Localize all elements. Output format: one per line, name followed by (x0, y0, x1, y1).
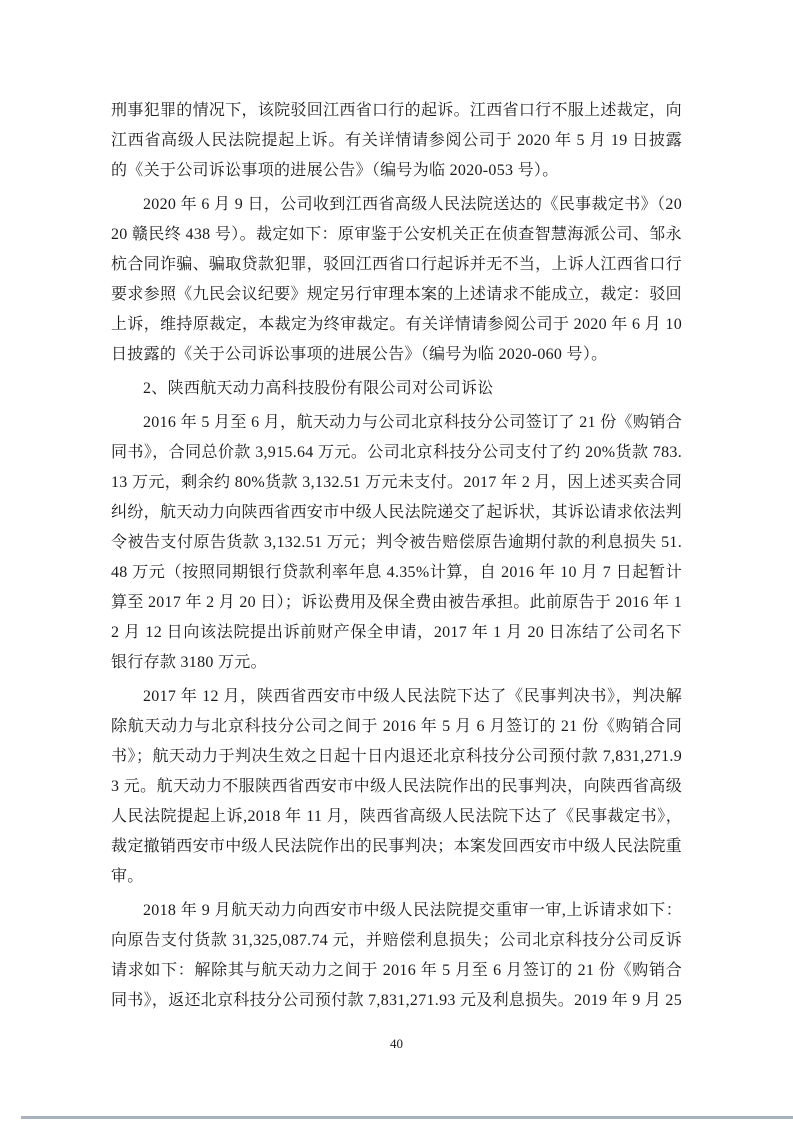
paragraph: 2016 年 5 月至 6 月，航天动力与公司北京科技分公司签订了 21 份《购销合同书》，合同总价款 3,915.64 万元。公司北京科技分公司支付了约 20%货款 783.13 万元，剩余约 80%货款 3,132.51 万元未支付。2017 年 2 月，因上述买卖合同纠纷，航天动力向陕西省西安市中级人民法院递交了起诉状，其诉讼请求依法判令被告支付原告货款 3,132.51 万元；判令被告赔偿原告逾期付款的利息损失 51.48 万元（按照同期银行贷款利率年息 4.35%计算，自 2016 年 10 月 7 日起暂计算至 2017 年 2 月 20 日）；诉讼费用及保全费由被告承担。此前原告于 2016 年 12 月 12 日向该法院提出诉前财产保全申请，2017 年 1 月 20 日冻结了公司名下银行存款 3180 万元。 (111, 414, 682, 671)
paragraph: 2018 年 9 月航天动力向西安市中级人民法院提交重审一审,上诉请求如下：向原告支付货款 31,325,087.74 元，并赔偿利息损失；公司北京科技分公司反诉请求如下：解除其与航天动力之间于 2016 年 5 月至 6 月签订的 21 份《购销合同书》，返还北京科技分公司预付款 7,831,271.93 元及利息损失。2019 年 9 月 25 (111, 902, 683, 1009)
paragraph: 2017 年 12 月，陕西省西安市中级人民法院下达了《民事判决书》，判决解除航天动力与北京科技分公司之间于 2016 年 5 月 6 月签订的 21 份《购销合同书》；航天动力于判决生效之日起十日内退还北京科技分公司预付款 7,831,271.93 元。航天动力不服陕西省西安市中级人民法院作出的民事判决，向陕西省高级人民法院提起上诉,2018 年 11 月，陕西省高级人民法院下达了《民事裁定书》，裁定撤销西安市中级人民法院作出的民事判决；本案发回西安市中级人民法院重审。 (111, 688, 682, 885)
document-body (111, 96, 682, 1020)
paragraph: 2、陕西航天动力高科技股份有限公司对公司诉讼 (143, 380, 494, 397)
page-number: 40 (390, 1036, 403, 1051)
paragraph: 2020 年 6 月 9 日，公司收到江西省高级人民法院送达的《民事裁定书》（2020 赣民终 438 号）。裁定如下：原审鉴于公安机关正在侦查智慧海派公司、邹永杭合同诈骗、骗取贷款犯罪，驳回江西省口行起诉并无不当，上诉人江西省口行要求参照《九民会议纪要》规定另行审理本案的上述请求不能成立，裁定：驳回上诉，维持原裁定，本裁定为终审裁定。有关详情请参阅公司于 2020 年 6 月 10 日披露的《关于公司诉讼事项的进展公告》（编号为临 2020-060 号）。 (111, 196, 682, 363)
page-bottom-divider (21, 1116, 793, 1119)
paragraph: 刑事犯罪的情况下，该院驳回江西省口行的起诉。江西省口行不服上述裁定，向江西省高级人民法院提起上诉。有关详情请参阅公司于 2020 年 5 月 19 日披露的《关于公司诉讼事项的进展公告》（编号为临 2020-053 号）。 (111, 102, 682, 179)
